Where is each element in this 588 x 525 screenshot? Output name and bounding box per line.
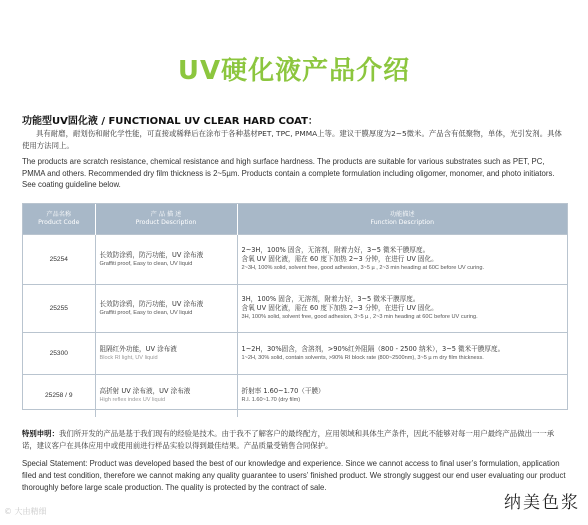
table-row xyxy=(23,235,567,285)
product-code-cell: 25300 xyxy=(23,333,95,375)
function-description-cell: 3H，100% 固含，无溶剂，附着力好，3~5 微米干膜厚度。 含氧 UV 固化液，需在 60 度下加热 2~3 分钟，在进行 UV 固化。 3H, 100% solid, solvent free, good adhesion, 3~5 µ , 2~3 min heading at 60C before UV curing. xyxy=(237,285,567,333)
watermark-logo: © 大由精细 xyxy=(4,507,47,516)
product-code-cell: 25254 xyxy=(23,235,95,285)
intro-english: The products are scratch resistance, chemical resistance and high surface hardness. The products are suitable for various substrates such as PET, PC, PMMA and others. Recommended dry film thickness is 2~5µm. Products contain a complete formulation including oligomer, monomer, and photo initiators. See coating guideline below. xyxy=(22,157,555,190)
table-header-row xyxy=(23,204,567,235)
function-description-cell: 1~2H，30%固含，含溶剂，>90%红外阻隔（800 - 2500 纳米），3~5 微米干膜厚度。 1~2H, 30% solid, contain solvents, >90% RI block rate (800~2500nm), 3~5 µ m dry film thickness. xyxy=(237,333,567,375)
product-table xyxy=(22,203,568,410)
section-heading: 功能型UV固化液 / FUNCTIONAL UV CLEAR HARD COAT： xyxy=(22,116,318,127)
product-description-cell: 长效防涂鸦，防污功能，UV 涂布液 Graffiti proof, Easy to clean, UV liquid xyxy=(95,285,237,333)
page-title: UV硬化液产品介绍 xyxy=(177,56,411,86)
function-description-cell: 2~3H，100% 固含，无溶剂，附着力好，3~5 微米干膜厚度。 含氧 UV 固化液，需在 60 度下加热 2~3 分钟，在进行 UV 固化。 2~3H, 100% solid, solvent free, good adhesion, 3~5 µ , 2~3 min heading at 60C before UV curing. xyxy=(237,235,567,285)
table-row xyxy=(23,333,567,375)
header-product-code: 产品名称 Product Code xyxy=(23,204,95,235)
function-description-cell: 折射率 1.60~1.70（干膜） R.I. 1.60~1.70 (dry film) xyxy=(237,375,567,417)
intro-chinese: 具有耐磨，耐划伤和耐化学性能，可直接或稀释后在涂布于各种基材PET, TPC, PMMA上等。建议干膜厚度为2~5微米。产品含有低聚物，单体，光引发剂。具体使用方法同上。 xyxy=(22,129,562,150)
watermark-brand: 纳美色浆 xyxy=(504,493,580,513)
product-code-cell: 25258 / 9 xyxy=(23,375,95,417)
product-description-cell: 长效防涂鸦，防污功能，UV 涂布液 Graffiti proof, Easy to clean, UV liquid xyxy=(95,235,237,285)
product-code-cell: 25255 xyxy=(23,285,95,333)
product-description-cell: 阻隔红外功能，UV 涂布液 Block RI light, UV liquid xyxy=(95,333,237,375)
special-statement-chinese xyxy=(22,428,568,451)
statement-label: 特别申明： xyxy=(22,429,59,438)
product-description-cell: 高折射 UV 涂布液，UV 涂布液 High reflex index UV liquid xyxy=(95,375,237,417)
statement-text: 我们所开发的产品是基于我们现有的经验是技术。由于我不了解客户的最终配方，应用领域和具体生产条件，因此不能够对每一用户最终产品做出一一承诺，建议客户在具体应用中或使用前进行样品实验以得到最佳结果。产品质量受销售合同保护。 xyxy=(22,429,555,450)
special-statement-english: Special Statement: Product was developed based the best of our knowledge and experience. Since we cannot access to final user’s formulation, application filed and test condition, therefore we cannot making any quality guarantee to users’ finished product. We strongly suggest our end user evaluating our product thoroughly before large scale production. The quality is protected by the contract of sale. xyxy=(22,459,566,492)
header-product-description: 产 品 描 述 Product Description xyxy=(95,204,237,235)
table-row xyxy=(23,375,567,417)
table-row xyxy=(23,285,567,333)
header-function-description: 功能描述 Function Description xyxy=(237,204,567,235)
